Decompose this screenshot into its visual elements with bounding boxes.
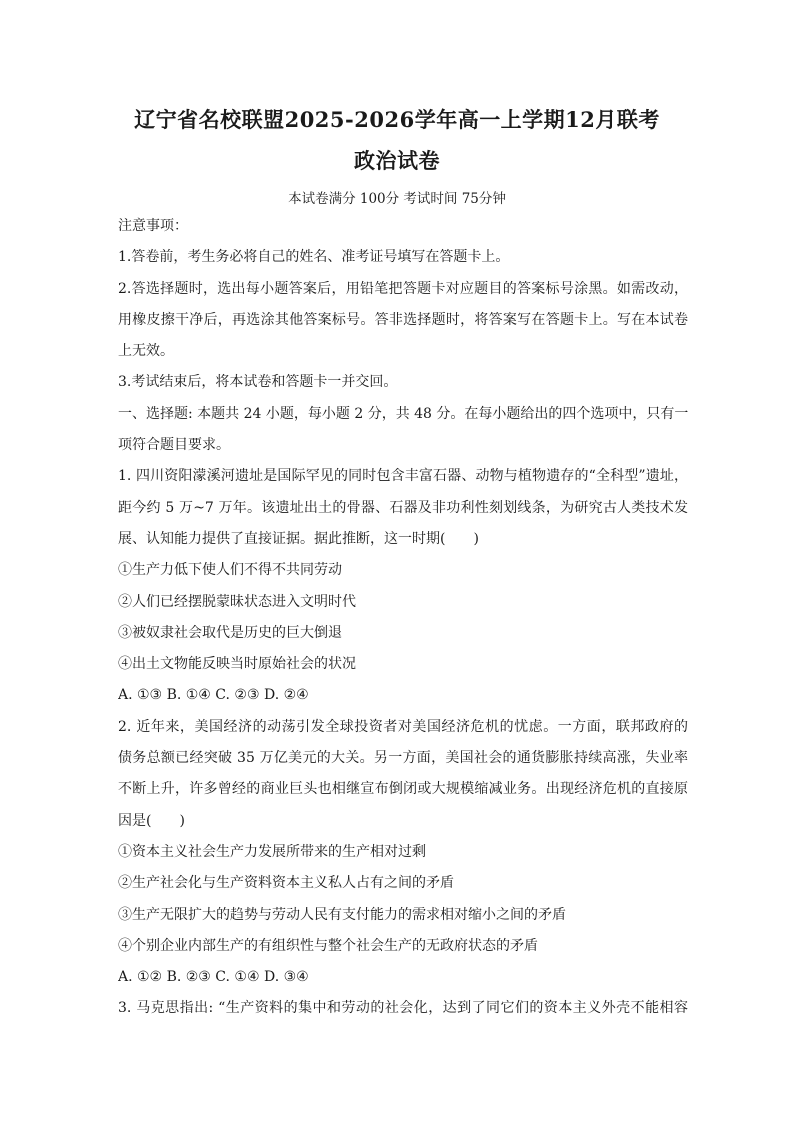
question-1-choices: A. ①③ B. ①④ C. ②③ D. ②④: [118, 687, 309, 704]
note-item-2-line-3: 上无效。: [118, 343, 174, 360]
question-1-line-3: 展、认知能力提供了直接证据。据此推断，这一时期( ): [118, 530, 479, 547]
note-item-2-line-1: 2.答选择题时，选出每小题答案后，用铅笔把答题卡对应题目的答案标号涂黑。如需改动，: [118, 280, 688, 297]
question-2-option-2: ②生产社会化与生产资料资本主义私人占有之间的矛盾: [118, 875, 454, 892]
note-item-3: 3.考试结束后，将本试卷和答题卡一并交回。: [118, 374, 398, 391]
note-item-2-line-2: 用橡皮擦干净后，再选涂其他答案标号。答非选择题时，将答案写在答题卡上。写在本试卷: [118, 311, 688, 328]
question-2-choices: A. ①② B. ②③ C. ①④ D. ③④: [118, 969, 309, 986]
section-heading-line-2: 项符合题目要求。: [118, 437, 230, 454]
question-2-option-4: ④个别企业内部生产的有组织性与整个社会生产的无政府状态的矛盾: [118, 937, 538, 954]
question-2-option-1: ①资本主义社会生产力发展所带来的生产相对过剩: [118, 843, 426, 860]
exam-content: [118, 211, 688, 1025]
notes-heading: 注意事项：: [118, 218, 188, 234]
question-1-option-3: ③被奴隶社会取代是历史的巨大倒退: [118, 624, 342, 641]
question-2-line-1: 2. 近年来，美国经济的动荡引发全球投资者对美国经济危机的忧虑。一方面，联邦政府的: [118, 718, 688, 735]
note-item-1: 1.答卷前，考生务必将自己的姓名、准考证号填写在答题卡上。: [118, 249, 510, 266]
section-heading-line-1: 一、选择题: 本题共 24 小题，每小题 2 分，共 48 分。在每小题给出的四个选项中，只有一: [118, 405, 688, 422]
question-3-line-1: 3. 马克思指出: “生产资料的集中和劳动的社会化，达到了同它们的资本主义外壳不能相容: [118, 1000, 688, 1017]
question-1-option-4: ④出土文物能反映当时原始社会的状况: [118, 656, 356, 673]
question-2-line-2: 债务总额已经突破 35 万亿美元的大关。另一方面，美国社会的通货膨胀持续高涨，失业率: [118, 750, 688, 767]
question-2-option-3: ③生产无限扩大的趋势与劳动人民有支付能力的需求相对缩小之间的矛盾: [118, 906, 566, 923]
question-1-line-1: 1. 四川资阳濛溪河遗址是国际罕见的同时包含丰富石器、动物与植物遗存的“全科型”遗址，: [118, 468, 688, 485]
question-1-option-2: ②人们已经摆脱蒙昧状态进入文明时代: [118, 593, 356, 610]
question-1-option-1: ①生产力低下使人们不得不共同劳动: [118, 562, 342, 579]
exam-subject-title: 政治试卷: [354, 148, 440, 173]
exam-title: 辽宁省名校联盟2025-2026学年高一上学期12月联考: [134, 107, 660, 132]
exam-info: 本试卷满分 100分 考试时间 75分钟: [288, 191, 506, 207]
question-1-line-2: 距今约 5 万~7 万年。该遗址出土的骨器、石器及非功利性刻划线条，为研究古人类技术发: [118, 499, 688, 516]
question-2-line-3: 不断上升，许多曾经的商业巨头也相继宣布倒闭或大规模缩减业务。出现经济危机的直接原: [118, 781, 688, 798]
question-2-line-4: 因是( ): [118, 812, 185, 829]
